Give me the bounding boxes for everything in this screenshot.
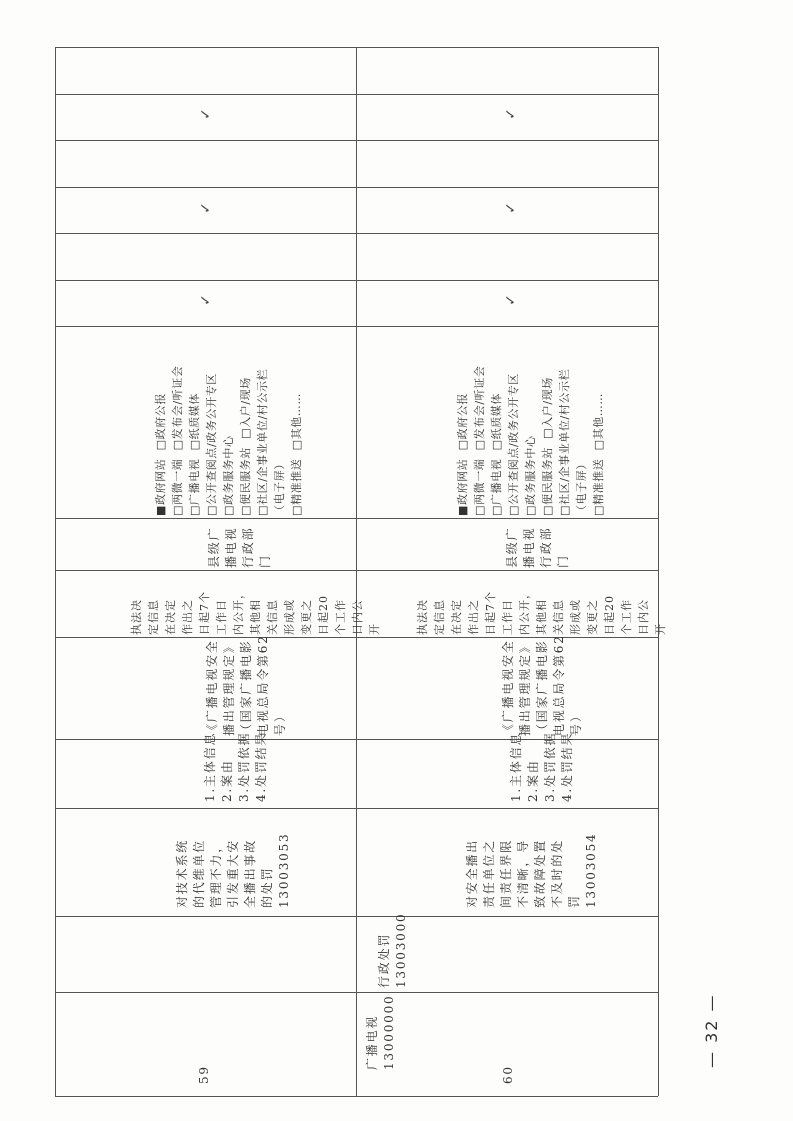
- table-rule: [55, 47, 56, 1096]
- check-mark-icon: ✓: [502, 108, 519, 120]
- category-cell: 广播电视 13000000: [365, 994, 396, 1070]
- sequence-number: 60: [501, 1065, 515, 1084]
- check-mark-icon: ✓: [502, 294, 519, 306]
- basis-cell: 《广播电视安全 播出管理规定》 （国家广播电影 电视总局令第62 号）: [501, 634, 583, 736]
- channels-cell: ■政府网站 □政府公报 □两微一端 □发布会/听证会 □广播电视 □纸质媒体 □公开查阅点/政务公开专区 □政务服务中心 □便民服务站 □入户/现场 □社区/企事业单位/村公示栏 （电子屏） □精准推送 □其他……: [154, 365, 303, 516]
- check-mark-icon: ✓: [197, 202, 214, 214]
- check-mark-icon: ✓: [197, 108, 214, 120]
- channels-cell: ■政府网站 □政府公报 □两微一端 □发布会/听证会 □广播电视 □纸质媒体 □公开查阅点/政务公开专区 □政务服务中心 □便民服务站 □入户/现场 □社区/企事业单位/村公示栏 （电子屏） □精准推送 □其他……: [456, 365, 605, 516]
- content-cell: 1.主体信息 2.案由 3.处罚依据 4.处罚结果: [509, 731, 574, 802]
- table-rule: [55, 1096, 658, 1097]
- time-limit-cell: 执法决 定信息 在决定 作出之 日起7个 工作日 内公开， 其他相 关信息 形成或 变更之 日起20 个工作 日内公 开: [416, 587, 667, 635]
- time-limit-cell: 执法决 定信息 在决定 作出之 日起7个 工作日 内公开， 其他相 关信息 形成或 变更之 日起20 个工作 日内公 开: [130, 587, 381, 635]
- table-rule: [658, 47, 659, 1096]
- check-mark-icon: ✓: [197, 294, 214, 306]
- subject-cell: 县级广 播电视 行政部 门: [207, 526, 272, 568]
- check-mark-icon: ✓: [502, 202, 519, 214]
- basis-cell: 《广播电视安全 播出管理规定》 （国家广播电影 电视总局令第62 号）: [205, 634, 287, 736]
- item-cell: 行政处罚 13003000: [377, 912, 408, 988]
- matter-cell: 对安全播出 责任单位之 间责任界限 不清晰，导 致故障处置 不及时的处 罚 13003054: [465, 832, 598, 908]
- subject-cell: 县级广 播电视 行政部 门: [505, 526, 570, 568]
- sequence-number: 59: [197, 1065, 211, 1084]
- page-number: — 32 —: [702, 993, 721, 1068]
- matter-cell: 对技术系统 的代维单位 管理不力， 引发重大安 全播出事故 的处罚 13003053: [175, 832, 291, 908]
- content-cell: 1.主体信息 2.案由 3.处罚依据 4.处罚结果: [203, 731, 268, 802]
